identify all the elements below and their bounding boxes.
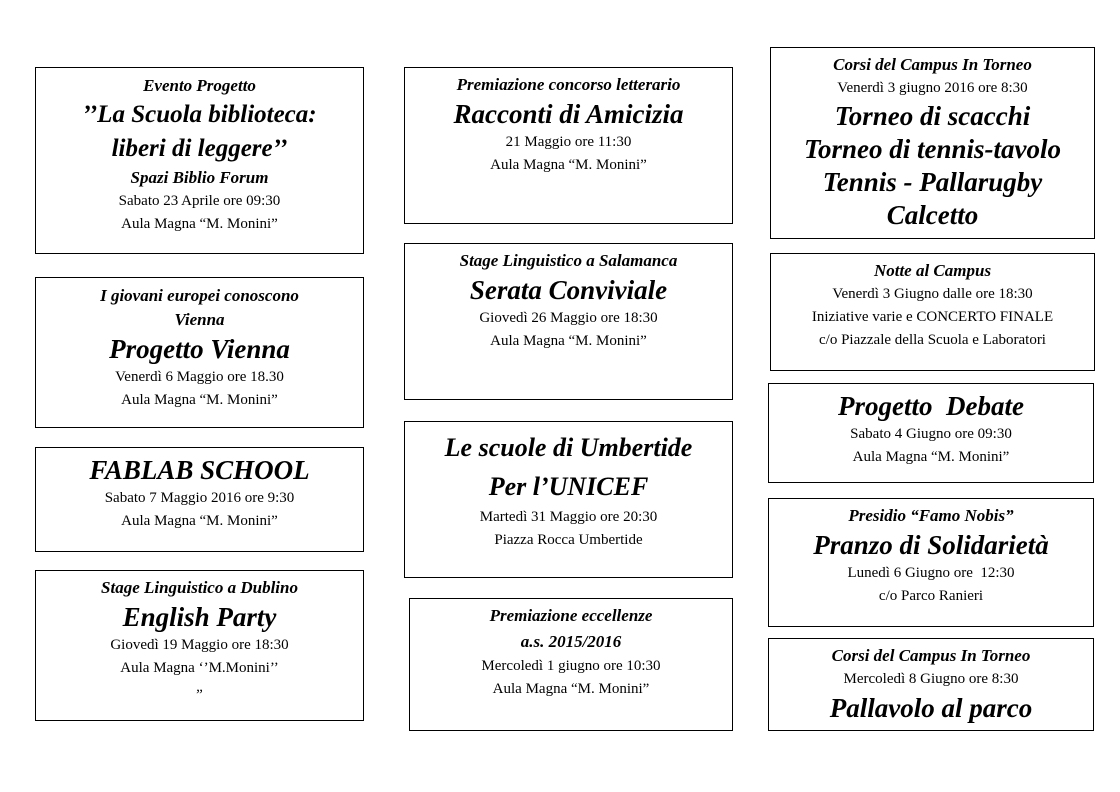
event-subtitle: Corsi del Campus In Torneo [833, 55, 1032, 74]
tournament-line-2: Torneo di tennis-tavolo [803, 134, 1062, 164]
event-box-premiazione-eccellenze [409, 598, 733, 731]
event-box-pranzo-solidarieta [768, 498, 1094, 627]
event-date: Venerdì 6 Maggio ore 18.30 [115, 369, 284, 385]
event-place: c/o Parco Ranieri [878, 588, 984, 604]
event-title-line-1: ’’La Scuola biblioteca: [82, 101, 317, 128]
event-subtitle-line-2: a.s. 2015/2016 [520, 632, 622, 651]
event-box-english-party [35, 570, 364, 721]
stray-quote-mark: „ [196, 679, 203, 695]
event-place: Aula Magna “M. Monini” [852, 449, 1010, 465]
tournament-line-3: Tennis - Pallarugby [822, 167, 1043, 197]
event-date: Sabato 23 Aprile ore 09:30 [118, 193, 281, 209]
event-title: Serata Conviviale [469, 275, 668, 305]
event-title: FABLAB SCHOOL [89, 455, 310, 485]
event-place: Aula Magna “M. Monini” [121, 392, 278, 408]
event-title: Progetto Debate [838, 391, 1024, 421]
event-title-line-1: Le scuole di Umbertide [444, 433, 693, 462]
event-box-notte-campus [770, 253, 1095, 371]
event-place: Aula Magna “M. Monini” [490, 333, 647, 349]
event-date: Mercoledì 8 Giugno ore 8:30 [843, 671, 1019, 687]
event-subtitle: Stage Linguistico a Dublino [101, 578, 298, 597]
event-place: Aula Magna “M. Monini” [121, 216, 278, 232]
event-box-scuola-biblioteca [35, 67, 364, 254]
event-title: Pranzo di Solidarietà [813, 530, 1049, 560]
event-box-progetto-vienna [35, 277, 364, 428]
event-date: Lunedì 6 Giugno ore 12:30 [847, 565, 1015, 581]
event-date: Mercoledì 1 giugno ore 10:30 [481, 658, 661, 674]
event-box-progetto-debate [768, 383, 1094, 483]
event-subtitle-2: Spazi Biblio Forum [130, 168, 269, 187]
event-place: Aula Magna “M. Monini” [492, 681, 650, 697]
event-subtitle: Evento Progetto [143, 76, 256, 95]
event-box-pallavolo [768, 638, 1094, 731]
event-date: Giovedì 19 Maggio ore 18:30 [110, 637, 289, 653]
event-box-torneo-campus [770, 47, 1095, 239]
event-subtitle-line-2: Vienna [174, 310, 225, 329]
event-subtitle: Presidio “Famo Nobis” [848, 506, 1014, 525]
event-title-line-2: liberi di leggere’’ [111, 135, 288, 162]
event-subtitle: Notte al Campus [873, 261, 992, 280]
event-date: Sabato 4 Giugno ore 09:30 [850, 426, 1012, 442]
event-date: Venerdì 3 giugno 2016 ore 8:30 [837, 80, 1028, 96]
event-title: Racconti di Amicizia [453, 99, 684, 129]
event-date: Giovedì 26 Maggio ore 18:30 [479, 310, 658, 326]
event-place: c/o Piazzale della Scuola e Laboratori [819, 332, 1046, 348]
event-date: Martedì 31 Maggio ore 20:30 [479, 509, 658, 525]
event-place: Aula Magna “M. Monini” [490, 157, 647, 173]
event-date: Sabato 7 Maggio 2016 ore 9:30 [104, 490, 295, 506]
event-place: Piazza Rocca Umbertide [494, 532, 643, 548]
event-title: Pallavolo al parco [829, 693, 1033, 723]
tournament-line-1: Torneo di scacchi [834, 101, 1031, 131]
event-info: Iniziative varie e CONCERTO FINALE [811, 309, 1054, 325]
event-box-racconti-amicizia [404, 67, 733, 224]
event-place: Aula Magna “M. Monini” [121, 513, 278, 529]
event-box-serata-conviviale [404, 243, 733, 400]
event-subtitle: Corsi del Campus In Torneo [831, 646, 1031, 665]
event-box-unicef [404, 421, 733, 578]
event-subtitle: Stage Linguistico a Salamanca [459, 251, 678, 270]
event-title-line-2: Per l’UNICEF [488, 472, 649, 501]
event-title: Progetto Vienna [109, 334, 290, 364]
event-subtitle-line-1: I giovani europei conoscono [100, 286, 299, 305]
event-place: Aula Magna ‘’M.Monini’’ [120, 660, 279, 676]
event-title: English Party [122, 602, 277, 632]
tournament-line-4: Calcetto [886, 200, 979, 230]
event-date: Venerdì 3 Giugno dalle ore 18:30 [832, 286, 1033, 302]
event-date: 21 Maggio ore 11:30 [505, 134, 632, 150]
event-box-fablab [35, 447, 364, 552]
event-subtitle-line-1: Premiazione eccellenze [489, 606, 653, 625]
event-subtitle: Premiazione concorso letterario [456, 75, 681, 94]
